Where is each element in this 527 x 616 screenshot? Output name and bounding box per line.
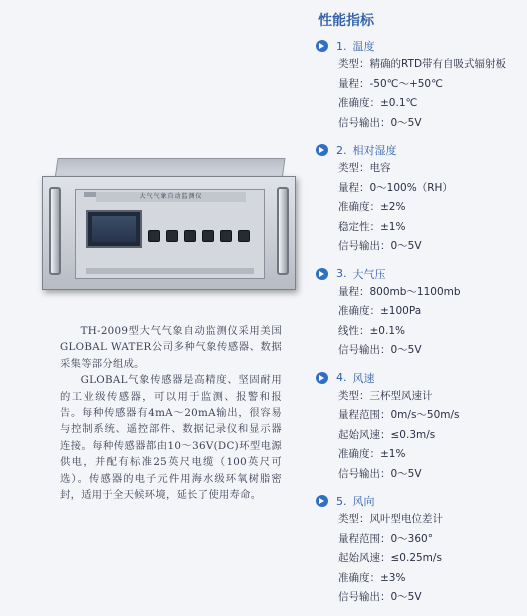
- spec-row: 量程范围：0m/s～50m/s: [338, 409, 460, 421]
- spec-heading: [316, 141, 521, 159]
- spec-row: 量程：0～100%（RH）: [338, 181, 453, 194]
- spec-row: 量程范围：0～360°: [338, 532, 433, 545]
- spec-section-wind-speed: [316, 369, 521, 485]
- spec-row: 类型：风叶型电位差计: [338, 513, 443, 525]
- spec-name: 温度: [352, 40, 375, 53]
- description-paragraph: GLOBAL气象传感器是高精度、坚固耐用的工业级传感器，可以用于监测、报警和报告。每种传感器有4mA～20mA输出，很容易与控制系统、遥控部件、数据记录仪和显示器连接。每种传感器都由10～36V(DC)环型电源供电，并配有标准25英尺电缆（100英尺可选）。传感器的电子元件用海水级环氧树脂密封，适用于全天候环境，延长了使用寿命。: [60, 374, 282, 502]
- arrow-bullet-icon: [316, 268, 328, 280]
- spec-list: [316, 37, 521, 616]
- spec-number: 4.: [336, 371, 347, 384]
- description-paragraph: TH-2009型大气气象自动监测仪采用美国GLOBAL WATER公司多种气象传感器、数据采集等部分组成。: [60, 325, 282, 370]
- key-button: [184, 230, 196, 242]
- spec-number: 2.: [336, 143, 347, 157]
- spec-row: 稳定性：±1%: [338, 220, 406, 233]
- spec-row: 准确度：±100Pa: [338, 305, 422, 317]
- spec-row: 量程：800mb～1100mb: [338, 285, 461, 298]
- spec-row: 类型：电容: [338, 162, 391, 174]
- spec-row: 类型：三杯型风速计: [338, 389, 433, 402]
- key-button: [166, 230, 178, 242]
- product-description: [60, 323, 282, 503]
- spec-name: 风向: [352, 495, 375, 508]
- spec-row: 信号输出：0～5V: [338, 467, 422, 480]
- spec-heading: [316, 37, 521, 55]
- arrow-bullet-icon: [316, 372, 328, 384]
- spec-name: 风速: [352, 371, 375, 385]
- arrow-bullet-icon: [316, 40, 328, 52]
- device-front-panel: [42, 176, 296, 290]
- spec-heading: [316, 492, 521, 510]
- spec-section-pressure: [316, 265, 521, 361]
- spec-number: 3.: [336, 267, 347, 280]
- spec-row: 量程：-50℃～+50℃: [338, 77, 443, 90]
- spec-row: 信号输出：0～5V: [338, 116, 422, 129]
- spec-row: 准确度：±0.1℃: [338, 97, 418, 109]
- spec-number: 5.: [336, 494, 347, 508]
- spec-heading: [316, 265, 521, 283]
- key-button: [238, 230, 250, 242]
- key-button: [148, 230, 160, 242]
- spec-section-temperature: [316, 37, 521, 133]
- spec-row: 准确度：±2%: [338, 201, 406, 213]
- panel-label-strip: [86, 268, 254, 274]
- spec-row: 信号输出：0～5V: [338, 344, 422, 356]
- arrow-bullet-icon: [316, 495, 328, 507]
- spec-row: 准确度：±3%: [338, 571, 406, 584]
- spec-section-wind-direction: [316, 492, 521, 608]
- spec-row: 信号输出：0～5V: [338, 591, 422, 603]
- control-panel: [75, 189, 265, 279]
- spec-name: 大气压: [352, 267, 386, 281]
- instrument-photo: [38, 150, 300, 300]
- spec-number: 1.: [336, 39, 347, 53]
- panel-title: 大气气象自动监测仪: [96, 192, 246, 202]
- lcd-screen: [86, 210, 142, 248]
- spec-row: 类型：精确的RTD带有自吸式辐射板: [338, 58, 507, 70]
- key-button: [202, 230, 214, 242]
- key-button: [220, 230, 232, 242]
- arrow-bullet-icon: [316, 144, 328, 156]
- right-handle: [277, 187, 289, 275]
- spec-name: 相对湿度: [352, 144, 397, 157]
- spec-row: 准确度：±1%: [338, 448, 406, 460]
- page-title: 性能指标: [318, 13, 374, 29]
- spec-heading: [316, 369, 521, 387]
- spec-row: 起始风速：≤0.25m/s: [338, 552, 442, 564]
- spec-row: 线性：±0.1%: [338, 324, 405, 337]
- left-handle: [49, 187, 61, 275]
- spec-row: 信号输出：0～5V: [338, 240, 422, 252]
- spec-row: 起始风速：≤0.3m/s: [338, 428, 436, 441]
- keypad: [148, 230, 250, 242]
- spec-section-humidity: [316, 141, 521, 257]
